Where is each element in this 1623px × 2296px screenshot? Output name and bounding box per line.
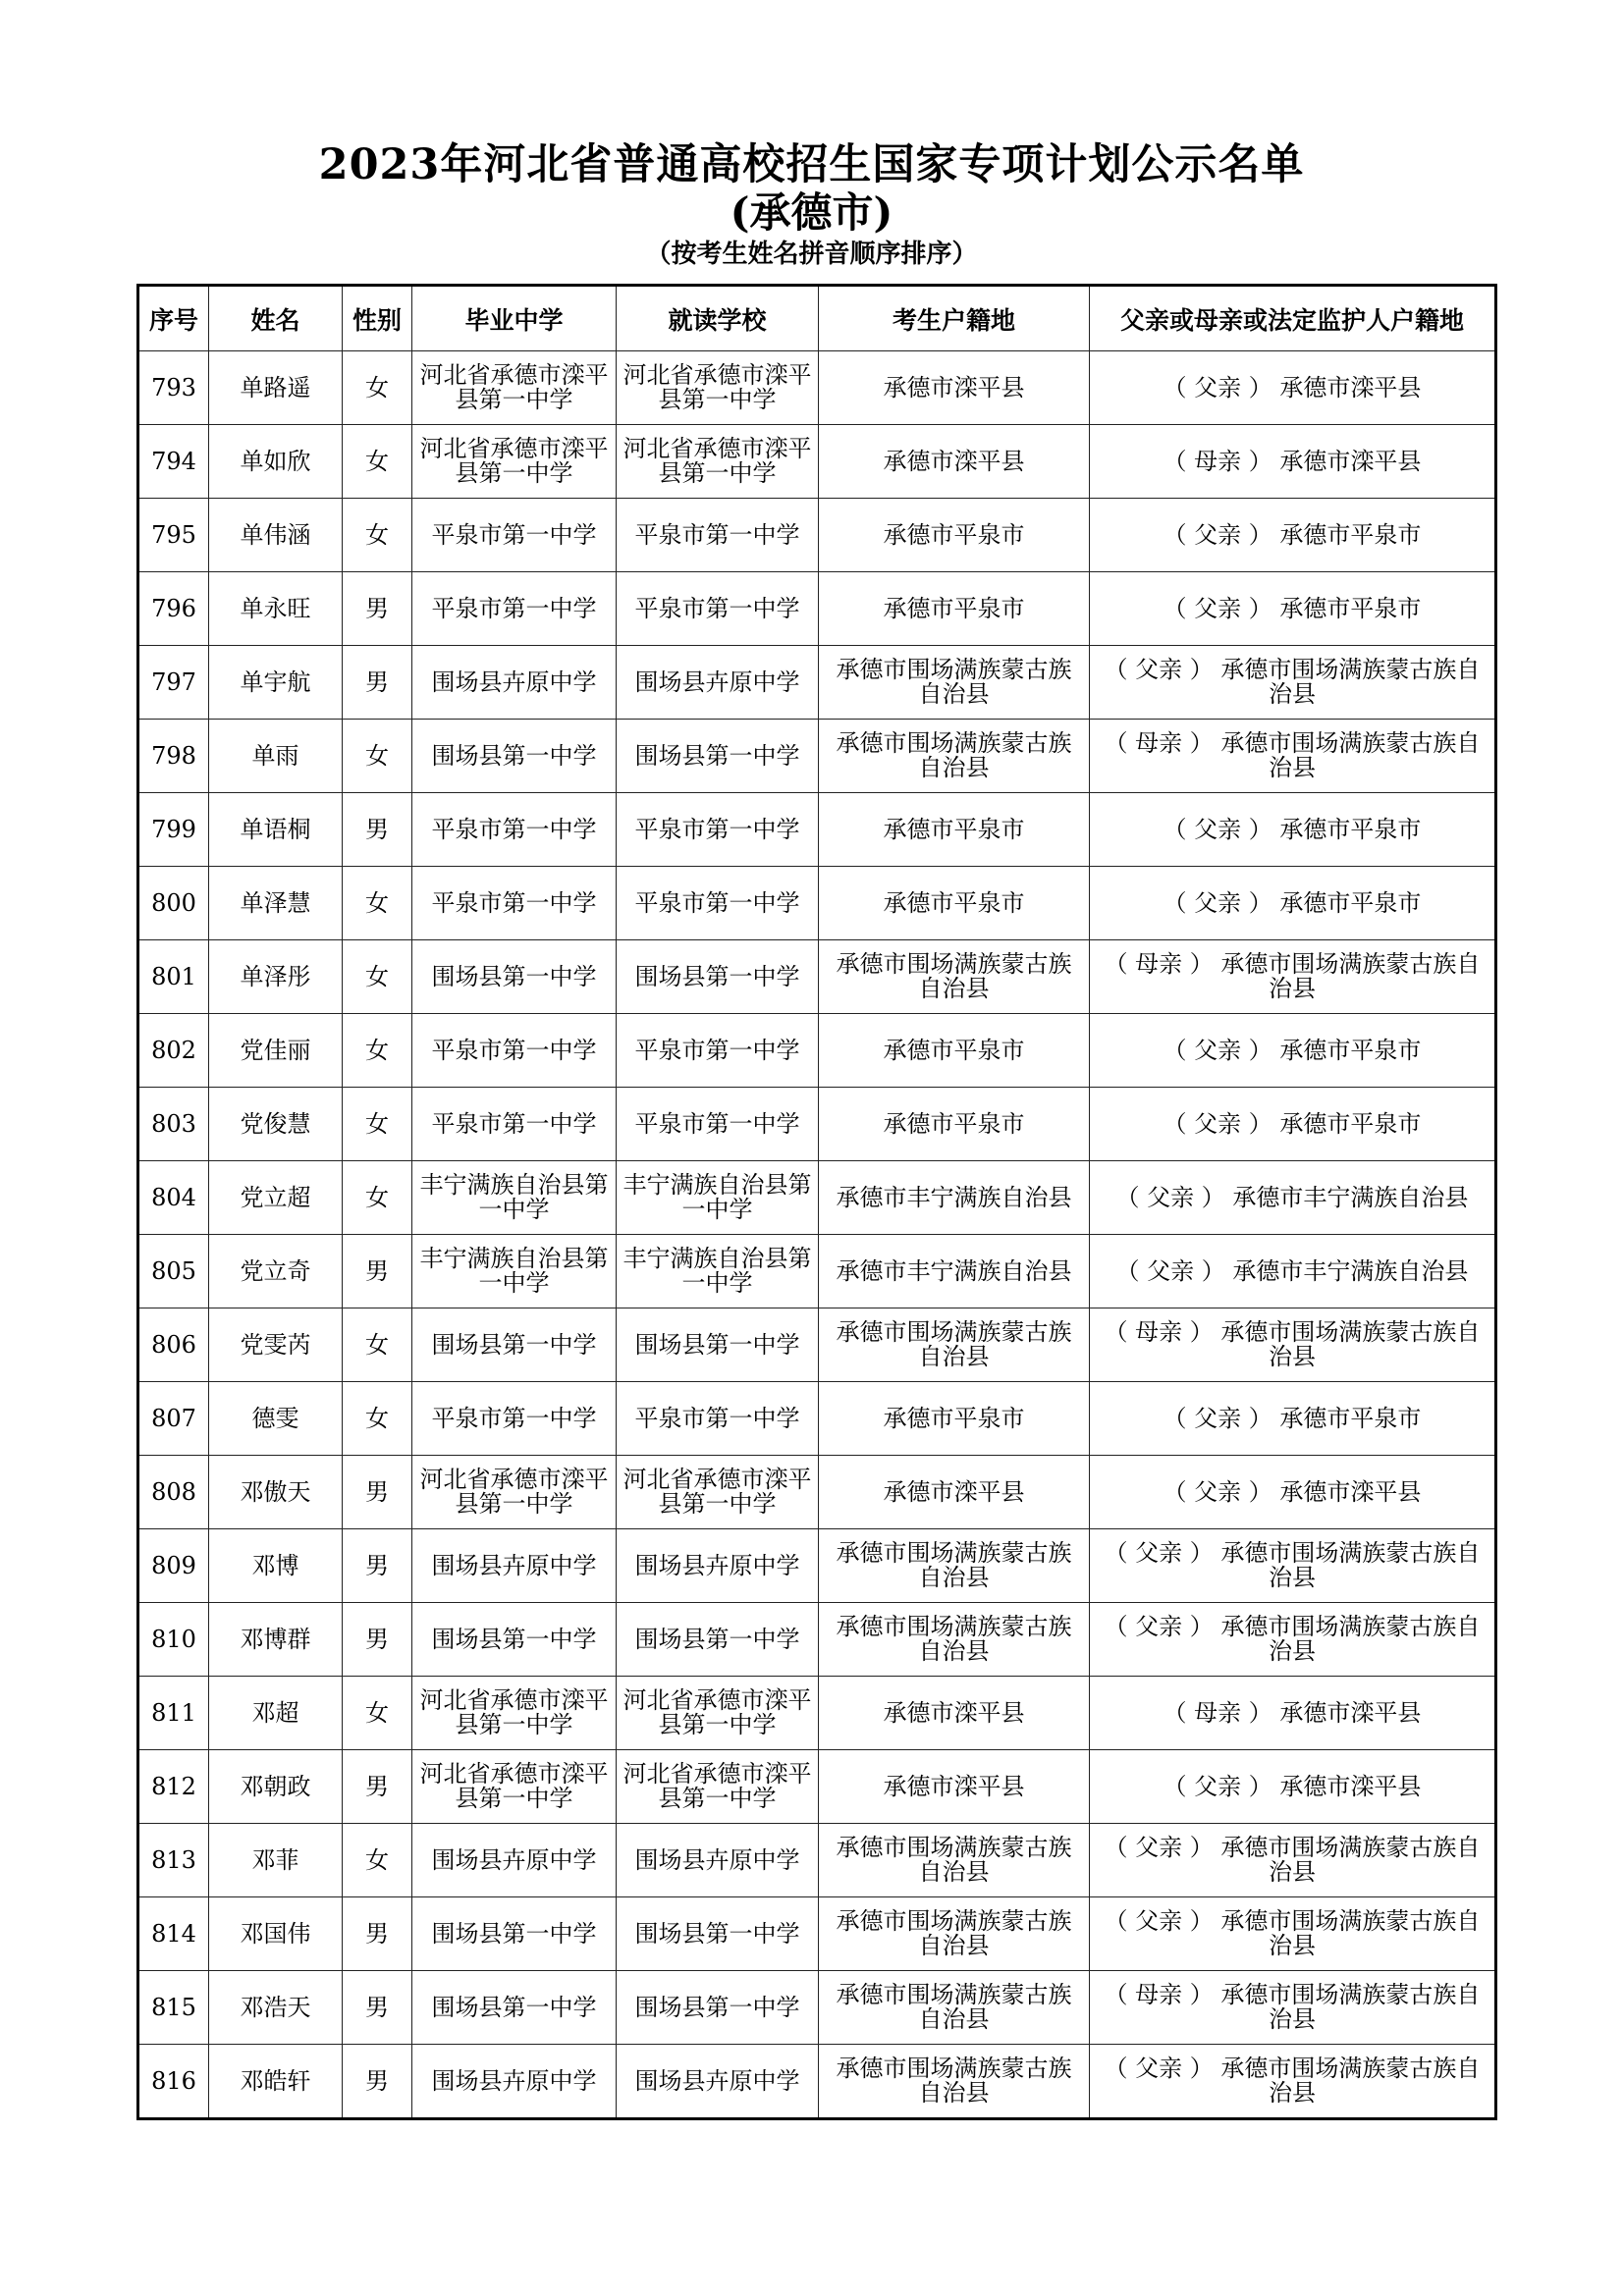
cell-household: 承德市平泉市	[819, 1014, 1090, 1088]
cell-household: 承德市滦平县	[819, 1677, 1090, 1750]
cell-household: 承德市滦平县	[819, 351, 1090, 425]
table-header	[138, 286, 1496, 351]
cell-household: 承德市围场满族蒙古族自治县	[819, 1971, 1090, 2045]
cell-guardian: （ 父亲 ） 承德市围场满族蒙古族自治县	[1090, 1897, 1496, 1971]
cell-school: 河北省承德市滦平县第一中学	[617, 425, 819, 499]
cell-grad-school: 围场县卉原中学	[412, 1824, 617, 1897]
cell-grad-school: 平泉市第一中学	[412, 1014, 617, 1088]
roster-table	[136, 284, 1497, 2120]
cell-name: 单宇航	[209, 646, 343, 720]
cell-guardian: （ 父亲 ） 承德市围场满族蒙古族自治县	[1090, 1603, 1496, 1677]
cell-grad-school: 平泉市第一中学	[412, 1088, 617, 1161]
cell-name: 邓朝政	[209, 1750, 343, 1824]
cell-guardian: （ 父亲 ） 承德市平泉市	[1090, 572, 1496, 646]
cell-household: 承德市围场满族蒙古族自治县	[819, 1603, 1090, 1677]
cell-guardian: （ 父亲 ） 承德市丰宁满族自治县	[1090, 1161, 1496, 1235]
cell-no: 804	[138, 1161, 209, 1235]
cell-household: 承德市丰宁满族自治县	[819, 1235, 1090, 1308]
cell-household: 承德市平泉市	[819, 867, 1090, 940]
cell-name: 单伟涵	[209, 499, 343, 572]
cell-grad-school: 平泉市第一中学	[412, 572, 617, 646]
cell-name: 德雯	[209, 1382, 343, 1456]
cell-school: 围场县第一中学	[617, 940, 819, 1014]
cell-grad-school: 丰宁满族自治县第一中学	[412, 1235, 617, 1308]
cell-grad-school: 围场县第一中学	[412, 1308, 617, 1382]
cell-guardian: （ 母亲 ） 承德市围场满族蒙古族自治县	[1090, 1308, 1496, 1382]
cell-school: 平泉市第一中学	[617, 1088, 819, 1161]
table-row	[138, 572, 1496, 646]
sort-note: （按考生姓名拼音顺序排序）	[645, 240, 978, 269]
cell-name: 党立奇	[209, 1235, 343, 1308]
cell-guardian: （ 父亲 ） 承德市平泉市	[1090, 499, 1496, 572]
cell-gender: 男	[343, 1897, 412, 1971]
table-row	[138, 1161, 1496, 1235]
cell-guardian: （ 父亲 ） 承德市滦平县	[1090, 351, 1496, 425]
cell-name: 邓傲天	[209, 1456, 343, 1529]
cell-guardian: （ 母亲 ） 承德市围场满族蒙古族自治县	[1090, 720, 1496, 793]
cell-gender: 女	[343, 1088, 412, 1161]
cell-gender: 女	[343, 1161, 412, 1235]
table-row	[138, 1382, 1496, 1456]
table-row	[138, 425, 1496, 499]
cell-school: 丰宁满族自治县第一中学	[617, 1235, 819, 1308]
cell-grad-school: 平泉市第一中学	[412, 499, 617, 572]
cell-no: 799	[138, 793, 209, 867]
cell-name: 党雯芮	[209, 1308, 343, 1382]
cell-guardian: （ 父亲 ） 承德市围场满族蒙古族自治县	[1090, 1529, 1496, 1603]
cell-no: 815	[138, 1971, 209, 2045]
cell-grad-school: 平泉市第一中学	[412, 1382, 617, 1456]
cell-guardian: （ 母亲 ） 承德市滦平县	[1090, 1677, 1496, 1750]
cell-household: 承德市围场满族蒙古族自治县	[819, 646, 1090, 720]
table-row	[138, 720, 1496, 793]
cell-grad-school: 河北省承德市滦平县第一中学	[412, 1456, 617, 1529]
cell-gender: 女	[343, 425, 412, 499]
cell-guardian: （ 父亲 ） 承德市平泉市	[1090, 1382, 1496, 1456]
cell-school: 围场县卉原中学	[617, 646, 819, 720]
cell-guardian: （ 父亲 ） 承德市丰宁满族自治县	[1090, 1235, 1496, 1308]
cell-grad-school: 河北省承德市滦平县第一中学	[412, 1750, 617, 1824]
cell-name: 单泽慧	[209, 867, 343, 940]
cell-gender: 男	[343, 1456, 412, 1529]
cell-grad-school: 平泉市第一中学	[412, 793, 617, 867]
cell-household: 承德市平泉市	[819, 1382, 1090, 1456]
cell-no: 810	[138, 1603, 209, 1677]
cell-school: 河北省承德市滦平县第一中学	[617, 1677, 819, 1750]
cell-gender: 男	[343, 646, 412, 720]
cell-name: 邓皓轩	[209, 2045, 343, 2119]
cell-name: 单雨	[209, 720, 343, 793]
cell-household: 承德市平泉市	[819, 1088, 1090, 1161]
cell-guardian: （ 父亲 ） 承德市围场满族蒙古族自治县	[1090, 2045, 1496, 2119]
cell-gender: 女	[343, 351, 412, 425]
cell-gender: 女	[343, 1677, 412, 1750]
cell-school: 围场县第一中学	[617, 1897, 819, 1971]
cell-school: 围场县第一中学	[617, 720, 819, 793]
cell-guardian: （ 父亲 ） 承德市平泉市	[1090, 1014, 1496, 1088]
cell-no: 798	[138, 720, 209, 793]
cell-gender: 女	[343, 499, 412, 572]
cell-guardian: （ 父亲 ） 承德市滦平县	[1090, 1456, 1496, 1529]
table-row	[138, 867, 1496, 940]
table-row	[138, 646, 1496, 720]
cell-name: 党俊慧	[209, 1088, 343, 1161]
cell-gender: 女	[343, 867, 412, 940]
cell-guardian: （ 父亲 ） 承德市平泉市	[1090, 1088, 1496, 1161]
cell-household: 承德市平泉市	[819, 572, 1090, 646]
col-header-name: 姓名	[209, 286, 343, 351]
cell-guardian: （ 父亲 ） 承德市滦平县	[1090, 1750, 1496, 1824]
cell-no: 814	[138, 1897, 209, 1971]
cell-household: 承德市围场满族蒙古族自治县	[819, 1897, 1090, 1971]
cell-gender: 女	[343, 940, 412, 1014]
cell-grad-school: 河北省承德市滦平县第一中学	[412, 425, 617, 499]
cell-grad-school: 围场县卉原中学	[412, 1529, 617, 1603]
cell-school: 河北省承德市滦平县第一中学	[617, 1750, 819, 1824]
cell-guardian: （ 母亲 ） 承德市围场满族蒙古族自治县	[1090, 1971, 1496, 2045]
document-region: (承德市)	[730, 188, 893, 237]
cell-school: 平泉市第一中学	[617, 1014, 819, 1088]
cell-name: 邓浩天	[209, 1971, 343, 2045]
cell-grad-school: 河北省承德市滦平县第一中学	[412, 351, 617, 425]
col-header-household: 考生户籍地	[819, 286, 1090, 351]
cell-no: 800	[138, 867, 209, 940]
cell-name: 单语桐	[209, 793, 343, 867]
cell-gender: 女	[343, 720, 412, 793]
cell-no: 811	[138, 1677, 209, 1750]
cell-school: 河北省承德市滦平县第一中学	[617, 351, 819, 425]
cell-grad-school: 围场县卉原中学	[412, 646, 617, 720]
cell-no: 796	[138, 572, 209, 646]
cell-no: 797	[138, 646, 209, 720]
table-row	[138, 1603, 1496, 1677]
cell-gender: 男	[343, 793, 412, 867]
cell-gender: 女	[343, 1382, 412, 1456]
cell-no: 809	[138, 1529, 209, 1603]
cell-school: 围场县第一中学	[617, 1603, 819, 1677]
cell-grad-school: 围场县第一中学	[412, 720, 617, 793]
cell-household: 承德市滦平县	[819, 1456, 1090, 1529]
table-row	[138, 1971, 1496, 2045]
table-row	[138, 351, 1496, 425]
cell-school: 平泉市第一中学	[617, 1382, 819, 1456]
table-row	[138, 2045, 1496, 2119]
cell-no: 805	[138, 1235, 209, 1308]
cell-grad-school: 河北省承德市滦平县第一中学	[412, 1677, 617, 1750]
document-title: 2023年河北省普通高校招生国家专项计划公示名单	[318, 140, 1305, 189]
cell-no: 794	[138, 425, 209, 499]
cell-no: 803	[138, 1088, 209, 1161]
cell-no: 801	[138, 940, 209, 1014]
cell-name: 单永旺	[209, 572, 343, 646]
cell-guardian: （ 父亲 ） 承德市围场满族蒙古族自治县	[1090, 646, 1496, 720]
table-row	[138, 1456, 1496, 1529]
cell-household: 承德市平泉市	[819, 499, 1090, 572]
cell-school: 围场县卉原中学	[617, 1529, 819, 1603]
table-row	[138, 1235, 1496, 1308]
cell-school: 围场县第一中学	[617, 1308, 819, 1382]
cell-household: 承德市围场满族蒙古族自治县	[819, 1529, 1090, 1603]
cell-name: 党佳丽	[209, 1014, 343, 1088]
cell-household: 承德市围场满族蒙古族自治县	[819, 1308, 1090, 1382]
cell-gender: 男	[343, 572, 412, 646]
col-header-grad-school: 毕业中学	[412, 286, 617, 351]
cell-household: 承德市平泉市	[819, 793, 1090, 867]
cell-no: 795	[138, 499, 209, 572]
header-row	[138, 286, 1496, 351]
cell-household: 承德市围场满族蒙古族自治县	[819, 720, 1090, 793]
cell-no: 806	[138, 1308, 209, 1382]
cell-gender: 女	[343, 1824, 412, 1897]
cell-grad-school: 丰宁满族自治县第一中学	[412, 1161, 617, 1235]
cell-no: 813	[138, 1824, 209, 1897]
table-row	[138, 1824, 1496, 1897]
cell-gender: 男	[343, 1529, 412, 1603]
cell-grad-school: 围场县第一中学	[412, 1971, 617, 2045]
col-header-school: 就读学校	[617, 286, 819, 351]
col-header-guardian: 父亲或母亲或法定监护人户籍地	[1090, 286, 1496, 351]
cell-guardian: （ 母亲 ） 承德市围场满族蒙古族自治县	[1090, 940, 1496, 1014]
cell-grad-school: 围场县第一中学	[412, 1897, 617, 1971]
cell-guardian: （ 父亲 ） 承德市平泉市	[1090, 793, 1496, 867]
cell-gender: 女	[343, 1308, 412, 1382]
cell-name: 单泽彤	[209, 940, 343, 1014]
cell-gender: 女	[343, 1014, 412, 1088]
table-row	[138, 1529, 1496, 1603]
col-header-no: 序号	[138, 286, 209, 351]
cell-no: 802	[138, 1014, 209, 1088]
cell-school: 平泉市第一中学	[617, 572, 819, 646]
cell-guardian: （ 父亲 ） 承德市平泉市	[1090, 867, 1496, 940]
cell-name: 邓国伟	[209, 1897, 343, 1971]
table-row	[138, 940, 1496, 1014]
cell-gender: 男	[343, 1971, 412, 2045]
cell-gender: 男	[343, 1235, 412, 1308]
cell-gender: 男	[343, 1750, 412, 1824]
cell-school: 围场县卉原中学	[617, 1824, 819, 1897]
cell-household: 承德市滦平县	[819, 1750, 1090, 1824]
cell-household: 承德市滦平县	[819, 425, 1090, 499]
cell-school: 平泉市第一中学	[617, 499, 819, 572]
cell-name: 邓超	[209, 1677, 343, 1750]
cell-no: 793	[138, 351, 209, 425]
cell-school: 围场县第一中学	[617, 1971, 819, 2045]
cell-no: 808	[138, 1456, 209, 1529]
cell-no: 816	[138, 2045, 209, 2119]
cell-grad-school: 围场县卉原中学	[412, 2045, 617, 2119]
cell-name: 单路遥	[209, 351, 343, 425]
table-row	[138, 793, 1496, 867]
cell-name: 邓博	[209, 1529, 343, 1603]
table-row	[138, 1897, 1496, 1971]
table-row	[138, 1308, 1496, 1382]
cell-no: 807	[138, 1382, 209, 1456]
cell-grad-school: 平泉市第一中学	[412, 867, 617, 940]
table-row	[138, 1750, 1496, 1824]
table-row	[138, 1014, 1496, 1088]
table-row	[138, 1088, 1496, 1161]
cell-no: 812	[138, 1750, 209, 1824]
cell-school: 围场县卉原中学	[617, 2045, 819, 2119]
cell-name: 党立超	[209, 1161, 343, 1235]
table-row	[138, 1677, 1496, 1750]
cell-household: 承德市围场满族蒙古族自治县	[819, 2045, 1090, 2119]
cell-name: 邓博群	[209, 1603, 343, 1677]
cell-household: 承德市围场满族蒙古族自治县	[819, 1824, 1090, 1897]
cell-gender: 男	[343, 2045, 412, 2119]
cell-household: 承德市围场满族蒙古族自治县	[819, 940, 1090, 1014]
col-header-gender: 性别	[343, 286, 412, 351]
cell-guardian: （ 母亲 ） 承德市滦平县	[1090, 425, 1496, 499]
cell-guardian: （ 父亲 ） 承德市围场满族蒙古族自治县	[1090, 1824, 1496, 1897]
table-body	[138, 351, 1496, 2119]
cell-school: 平泉市第一中学	[617, 793, 819, 867]
cell-grad-school: 围场县第一中学	[412, 1603, 617, 1677]
cell-school: 平泉市第一中学	[617, 867, 819, 940]
cell-name: 邓菲	[209, 1824, 343, 1897]
cell-name: 单如欣	[209, 425, 343, 499]
table-row	[138, 499, 1496, 572]
cell-school: 河北省承德市滦平县第一中学	[617, 1456, 819, 1529]
cell-grad-school: 围场县第一中学	[412, 940, 617, 1014]
cell-gender: 男	[343, 1603, 412, 1677]
cell-household: 承德市丰宁满族自治县	[819, 1161, 1090, 1235]
cell-school: 丰宁满族自治县第一中学	[617, 1161, 819, 1235]
